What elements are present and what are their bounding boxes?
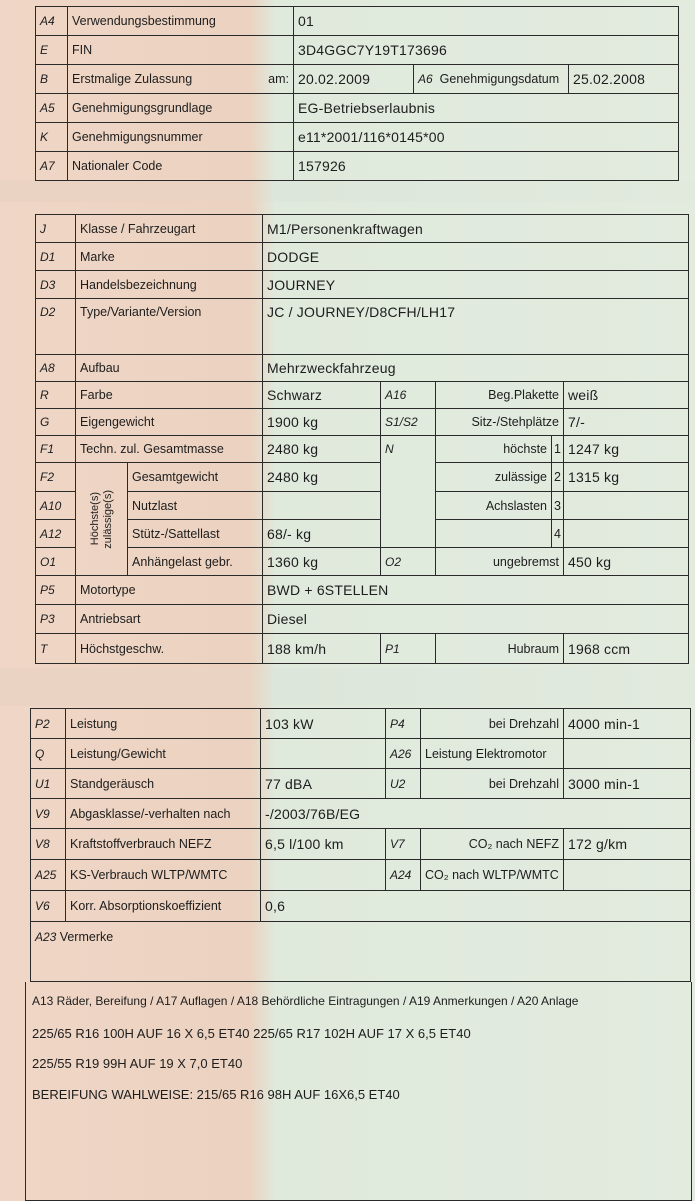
axle-number: 2 [552, 463, 564, 492]
row-d2 [36, 299, 689, 355]
field-code: K [36, 123, 68, 152]
field-code: A25 [31, 860, 66, 891]
field-value [564, 492, 689, 520]
vin-value: 3D4GGC7Y19T173696 [294, 36, 679, 65]
row-a25 [31, 860, 691, 891]
field-code: Q [31, 739, 66, 769]
field-value: Diesel [263, 605, 689, 634]
field-code: U2 [386, 769, 421, 799]
row-d3 [36, 271, 689, 299]
field-label: FIN [68, 36, 294, 65]
row-r [36, 382, 689, 409]
field-value: 172 g/km [564, 829, 691, 860]
field-label-suffix: am: [268, 72, 289, 86]
row-d1 [36, 243, 689, 271]
vertical-label-cell [76, 463, 128, 576]
field-code: P1 [381, 634, 436, 664]
field-code: A24 [386, 860, 421, 891]
field-value: BWD + 6STELLEN [263, 576, 689, 605]
axle-number: 1 [552, 436, 564, 463]
field-label: Verwendungsbestimmung [68, 7, 294, 36]
field-code: A16 [381, 382, 436, 409]
row-g [36, 409, 689, 436]
field-value: M1/Personenkraftwagen [263, 215, 689, 243]
field-label: Achslasten [436, 492, 552, 520]
remarks-cell [31, 922, 691, 982]
field-value: 1247 kg [564, 436, 689, 463]
field-label: Type/Variante/Version [76, 299, 263, 355]
field-label-text: Erstmalige Zulassung [72, 72, 193, 86]
field-label: Genehmigungsnummer [68, 123, 294, 152]
field-value: 157926 [294, 152, 679, 181]
row-e [36, 36, 679, 65]
row-v6 [31, 891, 691, 922]
field-value: e11*2001/116*0145*00 [294, 123, 679, 152]
field-label: Eigengewicht [76, 409, 263, 436]
field-value: 3000 min-1 [564, 769, 691, 799]
first-registration-date: 20.02.2009 [294, 65, 414, 94]
field-label [414, 65, 569, 94]
field-label: Antriebsart [76, 605, 263, 634]
field-value: 6,5 l/100 km [261, 829, 386, 860]
field-code: U1 [31, 769, 66, 799]
field-value: DODGE [263, 243, 689, 271]
field-code: A26 [386, 739, 421, 769]
field-value: JOURNEY [263, 271, 689, 299]
field-value [261, 739, 386, 769]
field-label: Sitz-/Stehplätze [436, 409, 564, 436]
field-label: Kraftstoffverbrauch NEFZ [66, 829, 261, 860]
row-o1 [36, 548, 689, 576]
row-p5 [36, 576, 689, 605]
field-label: bei Drehzahl [421, 709, 564, 739]
field-code: D2 [36, 299, 76, 355]
field-code: A12 [36, 520, 76, 548]
field-label-text: Genehmigungsdatum [439, 72, 560, 86]
field-label [68, 65, 294, 94]
field-code: R [36, 382, 76, 409]
field-value: 1900 kg [263, 409, 381, 436]
notes-line: BEREIFUNG WAHLWEISE: 215/65 R16 98H AUF 16X6,5 ET40 [32, 1087, 400, 1102]
row-a12 [36, 520, 689, 548]
field-value [261, 860, 386, 891]
axle-number: 4 [552, 520, 564, 548]
field-value: 2480 kg [263, 436, 381, 463]
field-label: Korr. Absorptionskoeffizient [66, 891, 261, 922]
field-value: 77 dBA [261, 769, 386, 799]
field-value [564, 520, 689, 548]
field-value: 450 kg [564, 548, 689, 576]
field-label: CO₂ nach WLTP/WMTC [421, 860, 564, 891]
field-label: Nationaler Code [68, 152, 294, 181]
field-label: Leistung/Gewicht [66, 739, 261, 769]
field-code: A6 [418, 72, 433, 86]
field-label: Marke [76, 243, 263, 271]
row-a5 [36, 94, 679, 123]
field-code: D3 [36, 271, 76, 299]
field-label: Techn. zul. Gesamtmasse [76, 436, 263, 463]
vertical-label: Höchste(s) [89, 492, 101, 546]
field-label: höchste [436, 436, 552, 463]
field-label: bei Drehzahl [421, 769, 564, 799]
field-value: Schwarz [263, 382, 381, 409]
section-gap [0, 180, 695, 202]
section-gap [0, 668, 695, 706]
field-value: 4000 min-1 [564, 709, 691, 739]
field-code: V6 [31, 891, 66, 922]
field-code: J [36, 215, 76, 243]
field-value: -/2003/76B/EG [261, 799, 691, 829]
row-q [31, 739, 691, 769]
notes-header: A13 Räder, Bereifung / A17 Auflagen / A18 Behördliche Eintragungen / A19 Anmerkungen / A20 Anlage [32, 994, 579, 1008]
field-label: Leistung Elektromotor [421, 739, 564, 769]
row-f2 [36, 463, 689, 492]
approval-date: 25.02.2008 [569, 65, 679, 94]
field-label: ungebremst [436, 548, 564, 576]
field-value [263, 492, 381, 520]
field-value: 2480 kg [263, 463, 381, 492]
field-label: KS-Verbrauch WLTP/WMTC [66, 860, 261, 891]
row-v9 [31, 799, 691, 829]
row-j [36, 215, 689, 243]
field-code: A7 [36, 152, 68, 181]
engine-data-table [30, 708, 691, 982]
field-label: Vermerke [59, 930, 114, 944]
row-a4 [36, 7, 679, 36]
field-code: A8 [36, 355, 76, 382]
field-value: Mehrzweckfahrzeug [263, 355, 689, 382]
field-label: Standgeräusch [66, 769, 261, 799]
field-code: P5 [36, 576, 76, 605]
row-k [36, 123, 679, 152]
field-label: Höchstgeschw. [76, 634, 263, 664]
field-value: JC / JOURNEY/D8CFH/LH17 [263, 299, 689, 355]
row-b [36, 65, 679, 94]
field-value: EG-Betriebserlaubnis [294, 94, 679, 123]
vertical-label: zulässige(s) [102, 489, 114, 549]
field-code: V8 [31, 829, 66, 860]
field-label: Beg.Plakette [436, 382, 564, 409]
field-value: 188 km/h [263, 634, 381, 664]
row-f1 [36, 436, 689, 463]
field-value: 1315 kg [564, 463, 689, 492]
field-label: Genehmigungsgrundlage [68, 94, 294, 123]
field-code: O2 [381, 548, 436, 576]
field-code: A5 [36, 94, 68, 123]
field-code: E [36, 36, 68, 65]
field-value: 1360 kg [263, 548, 381, 576]
field-code: V9 [31, 799, 66, 829]
field-value: 0,6 [261, 891, 691, 922]
field-label: Handelsbezeichnung [76, 271, 263, 299]
field-value: 103 kW [261, 709, 386, 739]
field-label: Hubraum [436, 634, 564, 664]
registration-data-table [35, 6, 679, 181]
field-code: A10 [36, 492, 76, 520]
row-p2 [31, 709, 691, 739]
notes-line: 225/55 R19 99H AUF 19 X 7,0 ET40 [32, 1056, 243, 1071]
field-label [436, 520, 552, 548]
row-v8 [31, 829, 691, 860]
field-label: Motortype [76, 576, 263, 605]
field-label: Stütz-/Sattellast [128, 520, 263, 548]
field-code: P2 [31, 709, 66, 739]
field-code: B [36, 65, 68, 94]
field-code: F1 [36, 436, 76, 463]
field-code: A23 [35, 930, 57, 944]
row-a7 [36, 152, 679, 181]
row-u1 [31, 769, 691, 799]
field-code: G [36, 409, 76, 436]
field-label: CO₂ nach NEFZ [421, 829, 564, 860]
row-p3 [36, 605, 689, 634]
axle-number: 3 [552, 492, 564, 520]
field-label: Nutzlast [128, 492, 263, 520]
field-code: N [381, 436, 436, 548]
field-label: Anhängelast gebr. [128, 548, 263, 576]
row-t [36, 634, 689, 664]
field-code: F2 [36, 463, 76, 492]
field-value: 68/- kg [263, 520, 381, 548]
field-label: Farbe [76, 382, 263, 409]
row-a10 [36, 492, 689, 520]
field-value [564, 739, 691, 769]
row-a8 [36, 355, 689, 382]
field-code: T [36, 634, 76, 664]
field-label: Klasse / Fahrzeugart [76, 215, 263, 243]
field-code: O1 [36, 548, 76, 576]
row-a23 [31, 922, 691, 982]
field-value: 7/- [564, 409, 689, 436]
field-label: Leistung [66, 709, 261, 739]
field-code: P4 [386, 709, 421, 739]
field-code: P3 [36, 605, 76, 634]
field-value: 01 [294, 7, 679, 36]
field-value [564, 860, 691, 891]
field-code: S1/S2 [381, 409, 436, 436]
field-value: 1968 ccm [564, 634, 689, 664]
field-label: Aufbau [76, 355, 263, 382]
field-label: Gesamtgewicht [128, 463, 263, 492]
vehicle-data-table [35, 214, 689, 664]
field-value: weiß [564, 382, 689, 409]
field-code: D1 [36, 243, 76, 271]
field-code: V7 [386, 829, 421, 860]
notes-line: 225/65 R16 100H AUF 16 X 6,5 ET40 225/65 R17 102H AUF 17 X 6,5 ET40 [32, 1026, 471, 1041]
field-code: A4 [36, 7, 68, 36]
field-label: Abgasklasse/-verhalten nach [66, 799, 261, 829]
field-label: zulässige [436, 463, 552, 492]
